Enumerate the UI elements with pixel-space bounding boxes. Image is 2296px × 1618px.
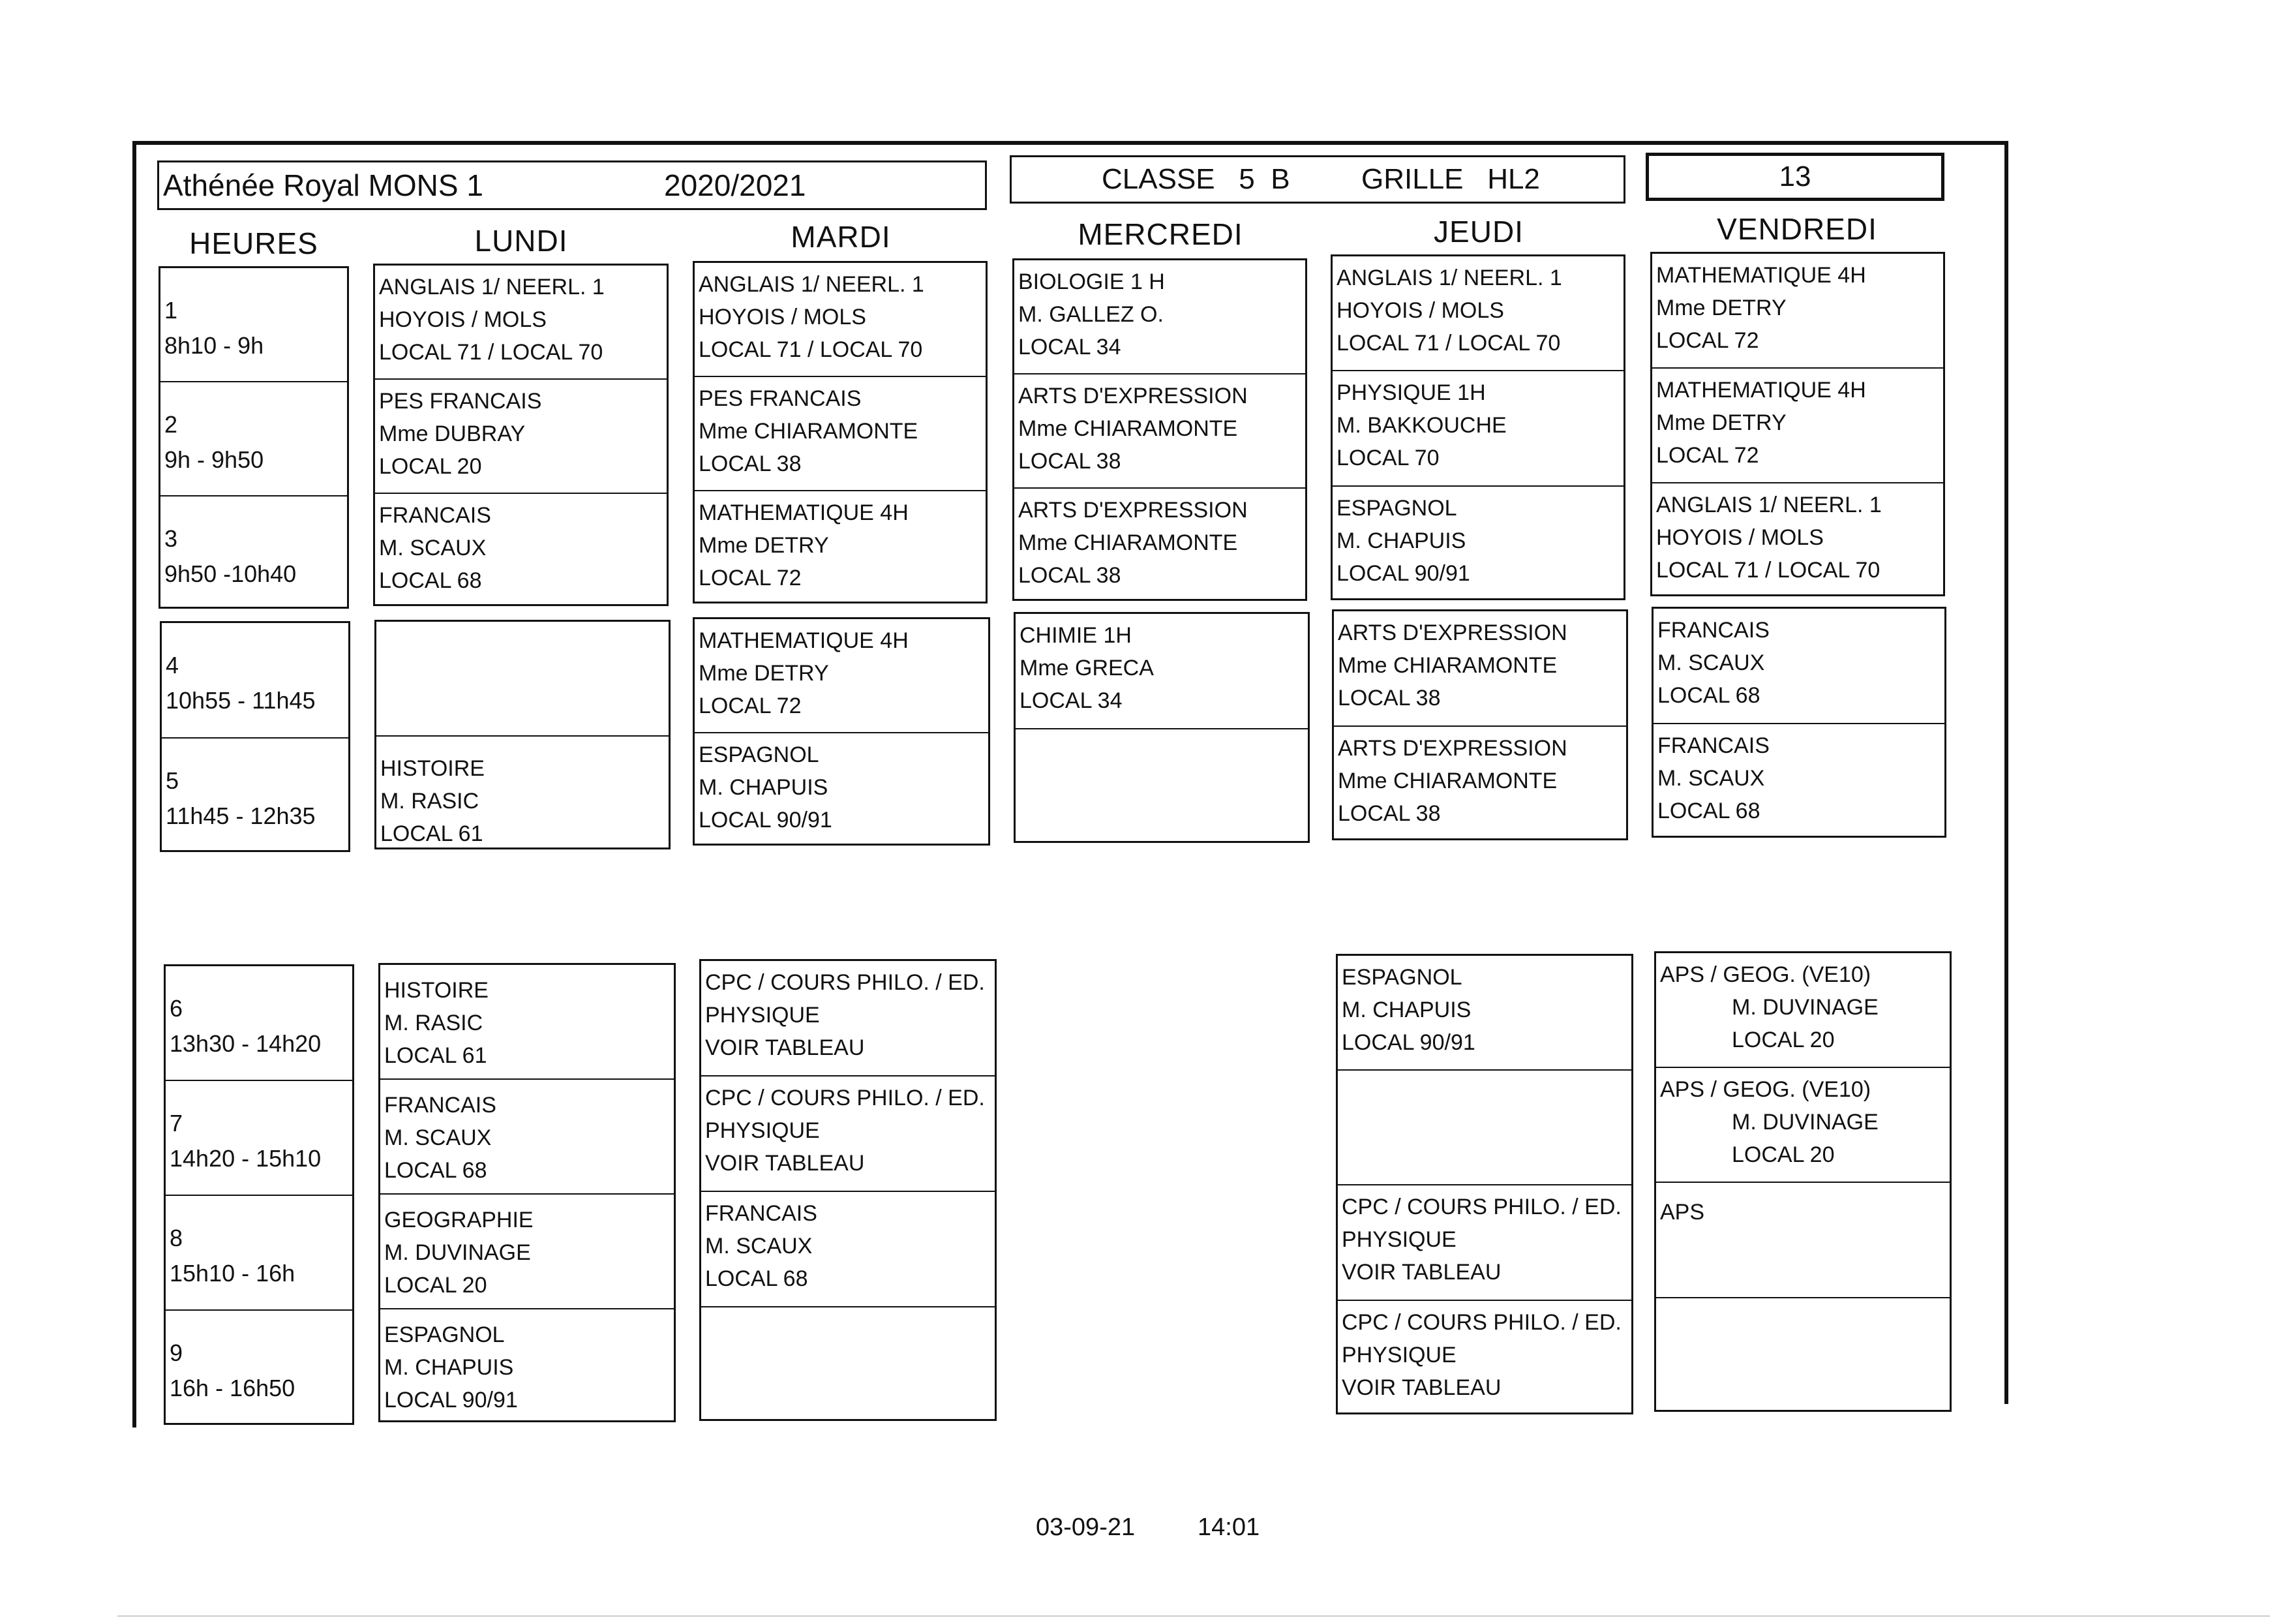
course-teacher: Mme CHIARAMONTE <box>699 419 918 444</box>
vendredi-period-6 <box>1656 953 1950 1068</box>
hour-row-5 <box>162 739 348 854</box>
hour-time: 14h20 - 15h10 <box>170 1145 322 1172</box>
school-name: Athénée Royal MONS 1 <box>163 168 483 202</box>
course-room: LOCAL 72 <box>699 694 802 718</box>
jeudi-period-8 <box>1338 1185 1631 1301</box>
day-header-jeudi: JEUDI <box>1434 215 1524 249</box>
lundi-period-1 <box>375 266 667 380</box>
school-year: 2020/2021 <box>664 168 806 202</box>
course-teacher: M. RASIC <box>384 1011 483 1035</box>
course-teacher: Mme DETRY <box>699 533 829 558</box>
course-subject: MATHEMATIQUE 4H <box>1656 263 1866 288</box>
jeudi-group-morning-1 <box>1331 254 1625 600</box>
course-room: LOCAL 72 <box>1656 328 1759 353</box>
course-subject: CPC / COURS PHILO. / ED. <box>705 1086 985 1110</box>
mardi-period-4 <box>695 619 988 733</box>
vendredi-period-5 <box>1654 724 1944 840</box>
lundi-period-6 <box>380 965 674 1080</box>
hour-time: 16h - 16h50 <box>170 1375 295 1401</box>
jeudi-period-6 <box>1338 956 1631 1071</box>
course-subject: PES FRANCAIS <box>699 386 862 411</box>
course-subject: CPC / COURS PHILO. / ED. <box>705 970 985 995</box>
course-teacher: HOYOIS / MOLS <box>379 307 547 332</box>
course-subject: PHYSIQUE 1H <box>1337 380 1486 405</box>
class-header-box <box>1010 155 1625 204</box>
course-subject: MATHEMATIQUE 4H <box>699 500 909 525</box>
course-room: LOCAL 68 <box>384 1158 487 1183</box>
course-subject: FRANCAIS <box>1657 733 1770 758</box>
course-room: LOCAL 34 <box>1020 688 1123 713</box>
course-teacher: M. GALLEZ O. <box>1018 302 1164 327</box>
course-room: LOCAL 38 <box>1338 686 1441 710</box>
hours-group-morning-2 <box>160 621 350 852</box>
school-header-box <box>157 160 987 210</box>
jeudi-period-5 <box>1334 727 1626 842</box>
sheet-number: 13 <box>1779 160 1811 192</box>
course-room: LOCAL 38 <box>1018 563 1121 588</box>
course-subject: ANGLAIS 1/ NEERL. 1 <box>1337 266 1562 290</box>
course-teacher: M. RASIC <box>380 789 479 814</box>
vendredi-period-4 <box>1654 609 1944 724</box>
number-box <box>1646 153 1944 201</box>
course-teacher: Mme DETRY <box>699 661 829 686</box>
course-room: LOCAL 20 <box>384 1273 487 1298</box>
course-detail: PHYSIQUE <box>705 1118 820 1143</box>
course-note: VOIR TABLEAU <box>705 1035 865 1060</box>
course-subject: GEOGRAPHIE <box>384 1208 534 1232</box>
course-subject: CHIMIE 1H <box>1020 623 1132 648</box>
mardi-period-7 <box>701 1076 995 1192</box>
course-room: LOCAL 38 <box>699 451 802 476</box>
mardi-group-morning-1 <box>693 261 988 603</box>
course-teacher: HOYOIS / MOLS <box>1656 525 1824 550</box>
lundi-period-9 <box>380 1309 674 1424</box>
vendredi-group-morning-1 <box>1650 252 1945 596</box>
course-subject: HISTOIRE <box>384 978 489 1003</box>
course-subject: CPC / COURS PHILO. / ED. <box>1342 1310 1622 1335</box>
hour-row-1 <box>160 268 347 382</box>
vendredi-period-7 <box>1656 1068 1950 1183</box>
course-subject: ARTS D'EXPRESSION <box>1338 736 1567 761</box>
hour-number: 8 <box>170 1225 183 1251</box>
day-header-lundi: LUNDI <box>474 224 568 258</box>
course-subject: FRANCAIS <box>379 503 491 528</box>
lundi-period-3 <box>375 494 667 608</box>
course-teacher: M. CHAPUIS <box>384 1355 514 1380</box>
course-detail: PHYSIQUE <box>1342 1343 1457 1367</box>
hour-row-8 <box>166 1196 352 1311</box>
hour-number: 5 <box>166 767 179 794</box>
course-note: VOIR TABLEAU <box>1342 1260 1502 1285</box>
course-teacher: M. CHAPUIS <box>1342 998 1472 1022</box>
course-room: LOCAL 70 <box>1337 446 1440 470</box>
course-subject: ARTS D'EXPRESSION <box>1018 498 1248 523</box>
course-subject: FRANCAIS <box>384 1093 496 1118</box>
hour-row-6 <box>166 966 352 1081</box>
course-teacher: Mme GRECA <box>1020 656 1154 680</box>
course-room: LOCAL 71 / LOCAL 70 <box>379 340 603 365</box>
mercredi-period-3 <box>1014 489 1305 603</box>
hour-time: 8h10 - 9h <box>164 332 264 359</box>
mercredi-period-4 <box>1016 614 1308 729</box>
mercredi-group-morning-1 <box>1012 258 1307 601</box>
course-teacher: Mme DETRY <box>1656 296 1787 320</box>
frame-top-border <box>132 141 2008 145</box>
hour-row-9 <box>166 1311 352 1427</box>
course-room: LOCAL 68 <box>1657 683 1760 708</box>
hour-number: 3 <box>164 525 178 552</box>
mardi-period-8 <box>701 1192 995 1307</box>
course-subject: ESPAGNOL <box>1342 965 1462 990</box>
mardi-group-morning-2 <box>693 617 990 846</box>
mardi-period-2 <box>695 377 986 491</box>
print-time: 14:01 <box>1198 1514 1260 1541</box>
course-teacher: M. DUVINAGE <box>384 1240 531 1265</box>
course-subject: APS / GEOG. (VE10) <box>1660 1077 1871 1102</box>
hour-number: 2 <box>164 411 178 438</box>
day-header-mardi: MARDI <box>791 220 891 254</box>
course-room: LOCAL 90/91 <box>699 808 832 832</box>
hour-number: 4 <box>166 652 179 679</box>
course-teacher: M. BAKKOUCHE <box>1337 413 1507 438</box>
mardi-period-6 <box>701 961 995 1076</box>
course-subject: MATHEMATIQUE 4H <box>1656 378 1866 403</box>
course-subject: APS / GEOG. (VE10) <box>1660 962 1871 987</box>
course-subject: MATHEMATIQUE 4H <box>699 628 909 653</box>
hour-time: 11h45 - 12h35 <box>166 802 316 829</box>
course-subject: ANGLAIS 1/ NEERL. 1 <box>1656 493 1882 517</box>
course-teacher: M. CHAPUIS <box>699 775 828 800</box>
course-room: LOCAL 90/91 <box>1342 1030 1475 1055</box>
course-subject: FRANCAIS <box>705 1201 817 1226</box>
day-header-vendredi: VENDREDI <box>1717 212 1877 246</box>
lundi-group-morning-1 <box>373 264 669 606</box>
lundi-group-morning-2 <box>374 620 671 849</box>
hour-time: 15h10 - 16h <box>170 1260 295 1287</box>
mardi-period-3 <box>695 491 986 605</box>
course-detail: PHYSIQUE <box>705 1003 820 1028</box>
course-teacher: HOYOIS / MOLS <box>1337 298 1504 323</box>
course-teacher: M. SCAUX <box>379 536 487 560</box>
vendredi-period-9 <box>1656 1298 1950 1414</box>
hours-column-header: HEURES <box>189 226 318 260</box>
course-room: LOCAL 68 <box>1657 799 1760 823</box>
day-header-mercredi: MERCREDI <box>1078 217 1243 251</box>
course-subject: PES FRANCAIS <box>379 389 542 414</box>
jeudi-period-2 <box>1333 371 1624 487</box>
course-room: LOCAL 71 / LOCAL 70 <box>1656 558 1881 583</box>
course-room: LOCAL 68 <box>705 1266 808 1291</box>
hour-number: 6 <box>170 995 183 1022</box>
hour-row-7 <box>166 1081 352 1196</box>
course-subject: ANGLAIS 1/ NEERL. 1 <box>699 272 924 297</box>
course-teacher: M. SCAUX <box>384 1125 492 1150</box>
course-teacher: Mme CHIARAMONTE <box>1338 769 1558 793</box>
course-subject: HISTOIRE <box>380 756 485 781</box>
mercredi-period-5 <box>1016 729 1308 845</box>
course-teacher: Mme DUBRAY <box>379 421 526 446</box>
course-teacher: M. DUVINAGE <box>1732 1110 1879 1135</box>
course-room: LOCAL 90/91 <box>384 1388 518 1412</box>
hour-row-4 <box>162 623 348 739</box>
course-room: LOCAL 72 <box>699 566 802 590</box>
hour-time: 10h55 - 11h45 <box>166 687 316 714</box>
grid-label: GRILLE HL2 <box>1361 163 1540 195</box>
lundi-group-afternoon <box>378 963 676 1422</box>
course-room: LOCAL 34 <box>1018 335 1121 359</box>
lundi-period-7 <box>380 1080 674 1195</box>
course-room: LOCAL 71 / LOCAL 70 <box>699 337 923 362</box>
mardi-group-afternoon <box>699 959 997 1421</box>
vendredi-group-morning-2 <box>1652 607 1946 838</box>
course-subject: FRANCAIS <box>1657 618 1770 643</box>
vendredi-period-1 <box>1652 254 1943 369</box>
course-room: LOCAL 90/91 <box>1337 561 1470 586</box>
course-subject: ARTS D'EXPRESSION <box>1338 620 1567 645</box>
course-note: VOIR TABLEAU <box>705 1151 865 1176</box>
hour-number: 7 <box>170 1110 183 1137</box>
course-room: LOCAL 20 <box>379 454 482 479</box>
course-subject: ESPAGNOL <box>699 742 819 767</box>
vendredi-group-afternoon <box>1654 951 1952 1412</box>
jeudi-period-9 <box>1338 1301 1631 1416</box>
mercredi-period-1 <box>1014 260 1305 374</box>
course-room: LOCAL 61 <box>384 1043 487 1068</box>
course-subject: APS <box>1660 1200 1705 1225</box>
hour-time: 9h50 -10h40 <box>164 560 297 587</box>
lundi-period-2 <box>375 380 667 494</box>
vendredi-period-8 <box>1656 1183 1950 1298</box>
course-teacher: Mme CHIARAMONTE <box>1018 416 1238 441</box>
hours-group-morning-1 <box>159 266 349 609</box>
hour-row-2 <box>160 382 347 496</box>
course-subject: ANGLAIS 1/ NEERL. 1 <box>379 275 605 299</box>
mardi-period-1 <box>695 263 986 377</box>
course-subject: BIOLOGIE 1 H <box>1018 269 1165 294</box>
mardi-period-9 <box>701 1307 995 1423</box>
jeudi-period-4 <box>1334 611 1626 727</box>
hour-time: 9h - 9h50 <box>164 446 264 473</box>
jeudi-group-afternoon <box>1336 954 1633 1414</box>
hour-time: 13h30 - 14h20 <box>170 1030 322 1057</box>
vendredi-period-2 <box>1652 369 1943 483</box>
frame-left-border <box>132 141 136 1427</box>
course-room: LOCAL 68 <box>379 568 482 593</box>
lundi-period-8 <box>380 1195 674 1309</box>
mercredi-group-morning-2 <box>1014 612 1310 843</box>
course-teacher: M. DUVINAGE <box>1732 995 1879 1020</box>
course-teacher: Mme CHIARAMONTE <box>1338 653 1558 678</box>
frame-right-border <box>2004 141 2008 1404</box>
course-note: VOIR TABLEAU <box>1342 1375 1502 1400</box>
course-teacher: Mme CHIARAMONTE <box>1018 530 1238 555</box>
vendredi-period-3 <box>1652 483 1943 598</box>
hour-row-3 <box>160 496 347 611</box>
jeudi-period-7 <box>1338 1071 1631 1185</box>
mercredi-period-2 <box>1014 374 1305 489</box>
course-teacher: HOYOIS / MOLS <box>699 305 866 329</box>
course-room: LOCAL 61 <box>380 821 483 846</box>
hour-number: 1 <box>164 297 178 324</box>
course-room: LOCAL 20 <box>1732 1142 1835 1167</box>
course-teacher: M. CHAPUIS <box>1337 528 1466 553</box>
course-room: LOCAL 38 <box>1338 801 1441 826</box>
course-teacher: M. SCAUX <box>1657 650 1765 675</box>
course-room: LOCAL 38 <box>1018 449 1121 474</box>
course-room: LOCAL 72 <box>1656 443 1759 468</box>
course-subject: ESPAGNOL <box>384 1322 505 1347</box>
hours-group-afternoon <box>164 964 354 1425</box>
scan-edge-line <box>117 1615 2270 1617</box>
print-date: 03-09-21 <box>1036 1514 1136 1541</box>
course-detail: PHYSIQUE <box>1342 1227 1457 1252</box>
course-room: LOCAL 20 <box>1732 1028 1835 1052</box>
hour-number: 9 <box>170 1339 183 1366</box>
course-subject: ESPAGNOL <box>1337 496 1457 521</box>
course-teacher: M. SCAUX <box>1657 766 1765 791</box>
course-teacher: Mme DETRY <box>1656 410 1787 435</box>
course-teacher: M. SCAUX <box>705 1234 813 1259</box>
course-subject: CPC / COURS PHILO. / ED. <box>1342 1195 1622 1219</box>
jeudi-period-1 <box>1333 256 1624 371</box>
class-label: CLASSE 5 B <box>1102 163 1290 195</box>
course-room: LOCAL 71 / LOCAL 70 <box>1337 331 1561 356</box>
lundi-period-4 <box>376 622 669 737</box>
lundi-period-5 <box>376 737 669 851</box>
mardi-period-5 <box>695 733 988 847</box>
jeudi-group-morning-2 <box>1332 609 1628 840</box>
jeudi-period-3 <box>1333 487 1624 602</box>
course-subject: ARTS D'EXPRESSION <box>1018 384 1248 408</box>
